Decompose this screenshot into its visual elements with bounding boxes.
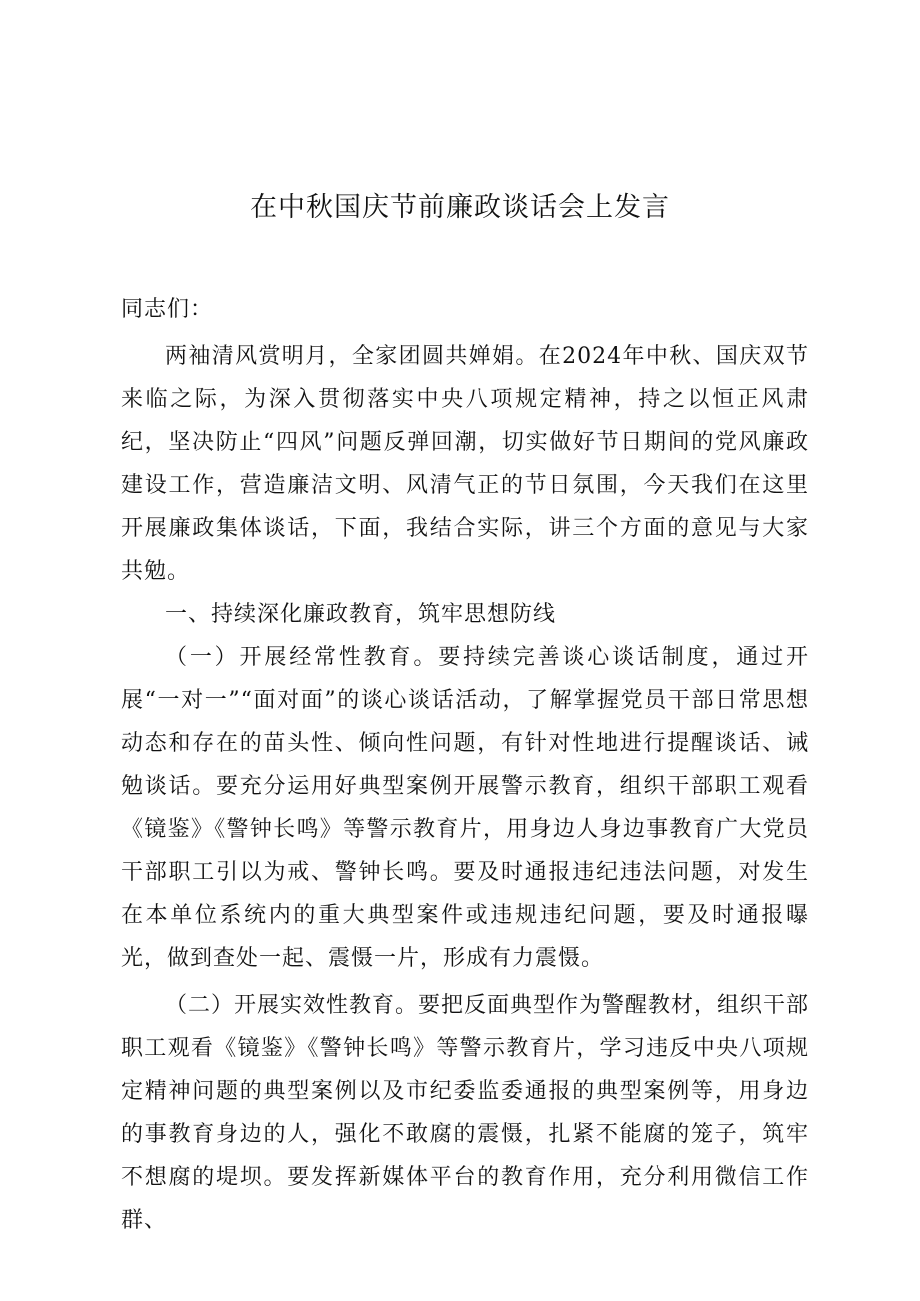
section-heading-1: 一、持续深化廉政教育，筑牢思想防线 [165, 602, 557, 627]
document-title: 在中秋国庆节前廉政谈话会上发言 [250, 192, 670, 223]
salutation: 同志们： [121, 297, 214, 322]
paragraph-sub-2: （二）开展实效性教育。要把反面典型作为警醒教材，组织干部职工观看《镜鉴》《警钟长鸣》等警示教育片，学习违反中央八项规定精神问题的典型案例以及市纪委监委通报的典型案例等，用身边的事教育身边的人，强化不敢腐的震慑，扎紧不能腐的笼子，筑牢不想腐的堤坝。要发挥新媒体平台的教育作用，充分利用微信工作群、 [121, 993, 810, 1233]
paragraph-intro: 两袖清风赏明月，全家团圆共婵娟。在2024年中秋、国庆双节来临之际，为深入贯彻落实中央八项规定精神，持之以恒正风肃纪，坚决防止“四风”问题反弹回潮，切实做好节日期间的党风廉政建设工作，营造廉洁文明、风清气正的节日氛围，今天我们在这里开展廉政集体谈话，下面，我结合实际，讲三个方面的意见与大家共勉。 [121, 344, 809, 584]
document-body [121, 288, 809, 1242]
paragraph-sub-1: （一）开展经常性教育。要持续完善谈心谈话制度，通过开展“一对一”“面对面”的谈心谈话活动，了解掌握党员干部日常思想动态和存在的苗头性、倾向性问题，有针对性地进行提醒谈话、诫勉谈话。要充分运用好典型案例开展警示教育，组织干部职工观看《镜鉴》《警钟长鸣》等警示教育片，用身边人身边事教育广大党员干部职工引以为戒、警钟长鸣。要及时通报违纪违法问题，对发生在本单位系统内的重大典型案件或违规违纪问题，要及时通报曝光，做到查处一起、震慑一片，形成有力震慑。 [121, 645, 809, 971]
